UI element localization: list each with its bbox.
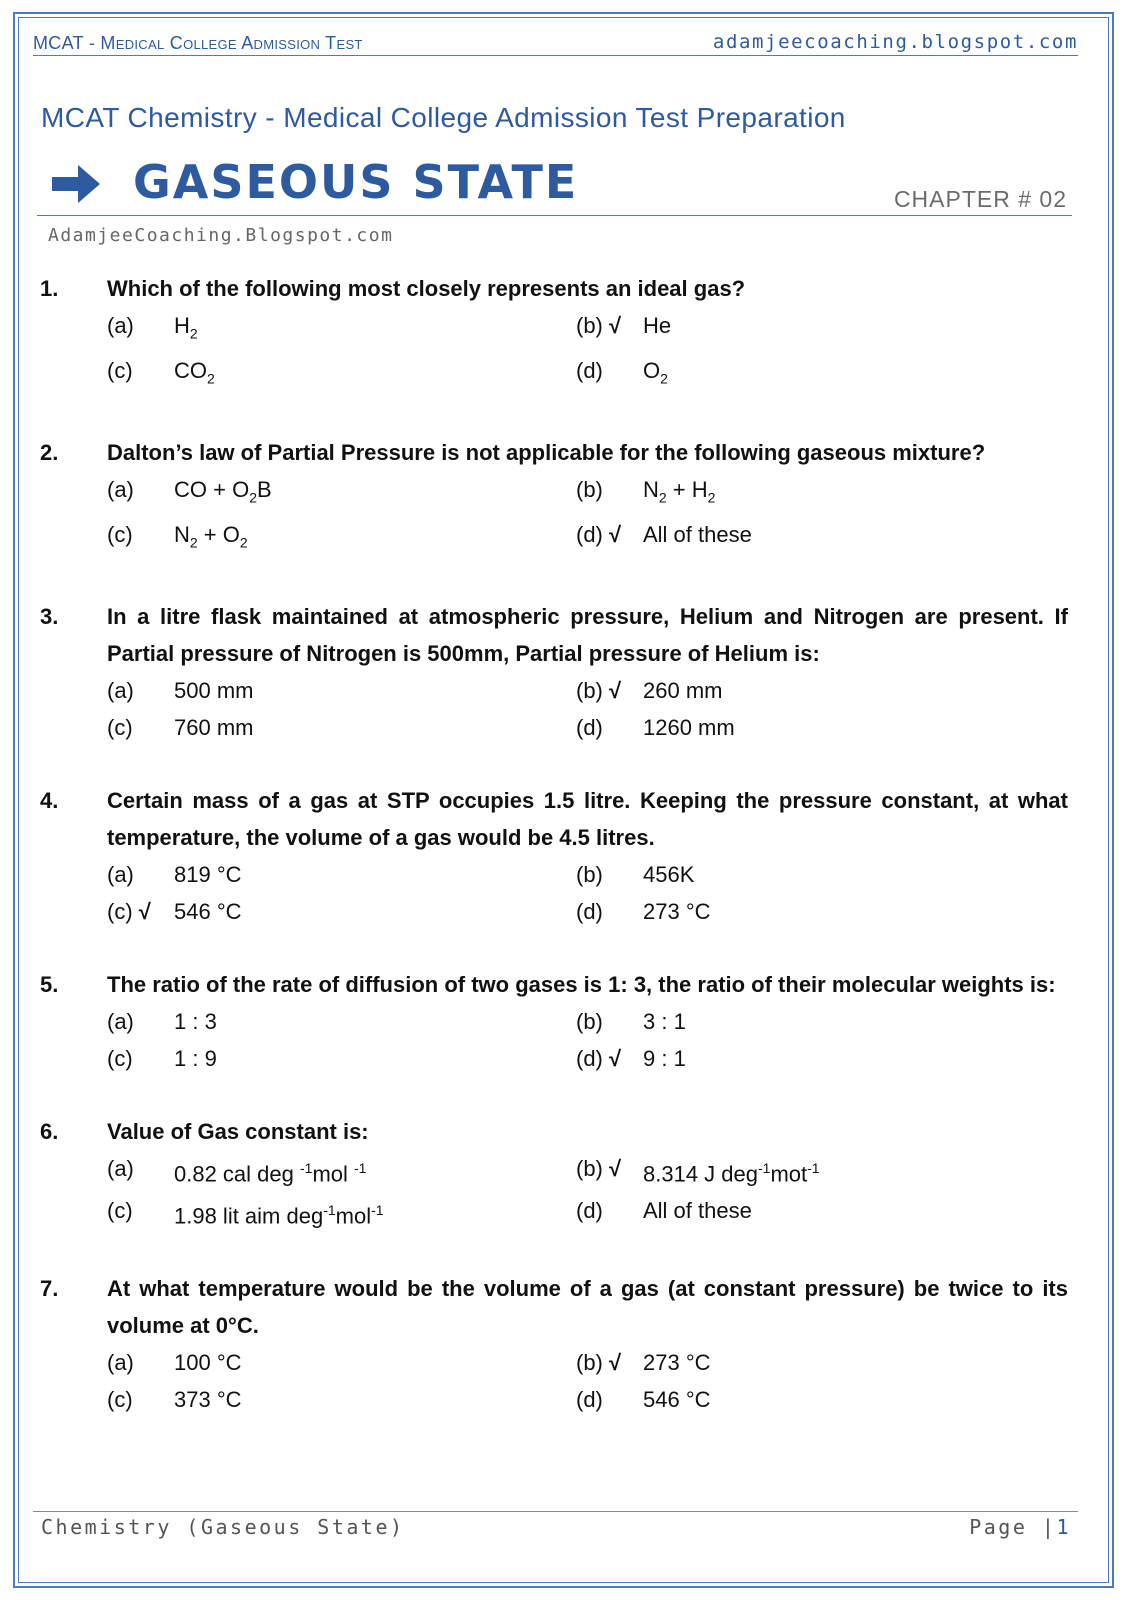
correct-answer-check-icon: √ [609,1045,622,1071]
options-grid [107,856,1068,930]
option-item [576,1003,1045,1040]
option-item [576,471,1045,516]
option-label-wrap [107,893,174,930]
option-label-wrap [107,672,174,709]
option-label-wrap [107,1192,174,1234]
chapter-title: GASEOUS STATE [133,155,579,209]
option-label: (b) [576,476,603,502]
option-item [107,709,576,746]
option-label-wrap [576,1040,643,1077]
option-text [643,516,752,561]
option-label: (a) [107,476,134,502]
question-number: 7. [40,1276,59,1302]
option-text-after: + H [666,476,708,502]
options-grid [107,1150,1068,1235]
option-text [174,1344,242,1381]
option-label: (c) [107,714,133,740]
question-item [40,782,1068,930]
option-text-sup: -1 [323,1201,336,1218]
option-text-text: 1.98 lit aim deg [174,1203,324,1229]
option-text-text: 273 °C [643,898,711,924]
option-text [174,516,248,561]
option-text [174,672,253,709]
option-label: (d) [576,522,603,548]
option-text-text: 1 : 3 [174,1008,217,1034]
option-item [107,856,576,893]
option-text-sub: 2 [189,325,198,342]
option-item [576,1344,1045,1381]
footer-page-number: 1 [1056,1515,1071,1539]
option-text [174,709,253,746]
option-label-wrap [107,709,174,746]
option-text [643,471,715,516]
option-label-wrap [107,307,174,352]
option-text-text: All of these [643,522,752,548]
option-label: (c) [107,522,133,548]
option-text-text: 546 °C [174,898,242,924]
question-number: 1. [40,276,59,301]
question-item [40,966,1068,1077]
option-text [174,307,198,352]
footer-divider [33,1511,1078,1512]
chapter-number: CHAPTER # 02 [893,186,1067,212]
correct-answer-check-icon: √ [609,677,622,703]
option-text-text: CO + O [174,476,250,502]
option-text-text: 3 : 1 [643,1008,686,1034]
correct-answer-check-icon: √ [609,522,622,548]
options-grid [107,471,1068,562]
option-text [643,1150,820,1192]
option-text [643,1381,711,1418]
option-text-text: 546 °C [643,1387,711,1413]
option-text [174,893,242,930]
question-text: The ratio of the rate of diffusion of two gases is 1: 3, the ratio of their molecular weights is: [107,971,1056,997]
option-item [576,352,1045,397]
option-text-text: 273 °C [643,1350,711,1376]
option-label-wrap [107,471,174,516]
option-text [643,352,668,397]
main-title: MCAT Chemistry - Medical College Admission Test Preparation [41,102,846,133]
correct-answer-check-icon: √ [609,1350,622,1376]
option-text-text: 1 : 9 [174,1045,217,1071]
options-grid [107,1344,1068,1418]
option-label: (d) [576,898,603,924]
option-label: (b) [576,1008,603,1034]
question-text: In a litre flask maintained at atmospheric pressure, Helium and Nitrogen are present. If Partial pressure of Nitrogen is 500mm, Partial pressure of Helium is: [107,603,1068,666]
option-text-sup2: -1 [371,1201,384,1218]
option-item [576,856,1045,893]
option-text-sup2: -1 [354,1159,367,1176]
option-label: (c) [107,1197,133,1223]
option-label: (c) [107,1387,133,1413]
option-text-sup2: -1 [807,1159,820,1176]
option-label: (d) [576,358,603,384]
question-item [40,1113,1068,1235]
question-number: 4. [40,787,59,813]
option-item [107,1344,576,1381]
option-label: (b) [576,861,603,887]
question-header [40,598,1068,672]
option-text-text: O [643,358,661,384]
option-text-after: + O [197,522,240,548]
question-header [40,1270,1068,1344]
option-label: (d) [576,714,603,740]
option-text-text: 260 mm [643,677,723,703]
option-item [576,1192,1045,1234]
option-label: (d) [576,1197,603,1223]
question-text: Certain mass of a gas at STP occupies 1.5 litre. Keeping the pressure constant, at what temperature, the volume of a gas would be 4.5 litres. [107,787,1068,850]
option-item [576,1150,1045,1192]
site-name: AdamjeeCoaching.Blogspot.com [48,225,394,246]
option-text [174,1003,217,1040]
option-label: (a) [107,1155,134,1181]
option-label-wrap [107,1150,174,1192]
option-text-text: CO [174,358,207,384]
question-text: Which of the following most closely represents an ideal gas? [107,276,746,301]
option-label-wrap [576,307,643,352]
option-text-after: mol [312,1160,354,1186]
option-text [643,856,694,893]
option-label: (d) [576,1387,603,1413]
option-text [174,856,242,893]
footer-subject: Chemistry (Gaseous State) [41,1515,405,1539]
options-grid [107,1003,1068,1077]
right-arrow-icon [52,163,102,205]
option-label-wrap [576,1381,643,1418]
option-text [643,1192,752,1234]
question-header [40,966,1068,1003]
header-left: MCAT - Medical College Admission Test [33,33,363,53]
option-text-text: N [174,522,190,548]
option-text-text: He [643,313,672,338]
option-text [174,352,215,397]
option-text-sub: 2 [189,534,198,551]
option-text-text: All of these [643,1197,752,1223]
option-item [576,516,1045,561]
question-header [40,782,1068,856]
question-number: 6. [40,1118,59,1144]
option-item [107,672,576,709]
question-header [40,1113,1068,1150]
option-label: (c) [107,898,133,924]
option-text [643,1344,711,1381]
question-list [40,270,1068,1454]
correct-answer-check-icon: √ [138,898,151,924]
option-item [107,471,576,516]
option-label-wrap [107,1040,174,1077]
option-text [643,307,671,352]
option-label: (a) [107,861,134,887]
option-text-text: 500 mm [174,677,254,703]
question-text: Dalton’s law of Partial Pressure is not applicable for the following gaseous mixture? [107,439,986,465]
option-item [576,709,1045,746]
option-label: (a) [107,677,134,703]
option-label-wrap [107,1003,174,1040]
option-text-after: mol [335,1203,372,1229]
option-text-text: 100 °C [174,1350,242,1376]
option-text-text: 8.314 J deg [643,1160,758,1186]
option-label-wrap [107,516,174,561]
option-text [643,1040,686,1077]
option-label-wrap [576,516,643,561]
options-grid [107,307,1068,398]
question-item [40,270,1068,398]
option-text-text: 0.82 cal deg [174,1160,300,1186]
correct-answer-check-icon: √ [609,313,622,338]
option-text-sub: 2 [658,489,667,506]
option-label: (b) [576,1350,603,1376]
option-text [174,471,272,516]
question-number: 5. [40,971,59,997]
question-number: 2. [40,439,59,465]
option-label-wrap [576,352,643,397]
option-text-text: 373 °C [174,1387,242,1413]
option-item [107,1040,576,1077]
option-text-text: 9 : 1 [643,1045,686,1071]
option-item [107,1003,576,1040]
question-header [40,434,1068,471]
option-text [643,1003,686,1040]
option-label-wrap [576,1344,643,1381]
option-text [174,1192,384,1234]
correct-answer-check-icon: √ [609,1155,622,1181]
option-text-sub: 2 [660,370,668,387]
option-item [107,1381,576,1418]
option-text [174,1040,217,1077]
option-text-text: 819 °C [174,861,242,887]
option-item [107,1192,576,1234]
option-item [576,893,1045,930]
option-text-after: B [256,476,272,502]
option-label-wrap [576,709,643,746]
option-label-wrap [576,1192,643,1234]
option-text-sub: 2 [249,489,257,506]
question-text: At what temperature would be the volume of a gas (at constant pressure) be twice to its volume at 0°C. [107,1276,1068,1339]
header-right: adamjeecoaching.blogspot.com [712,31,1078,53]
option-text-text: 456K [643,861,695,887]
option-label: (a) [107,1350,134,1376]
header-divider [33,55,1078,56]
option-item [107,352,576,397]
option-item [576,672,1045,709]
option-label-wrap [576,672,643,709]
option-item [107,1150,576,1192]
question-item [40,1270,1068,1418]
option-text-text: 1260 mm [643,714,735,740]
option-text-sup: -1 [757,1159,771,1176]
option-text [643,672,722,709]
option-text-sub2: 2 [707,489,716,506]
option-text-sub2: 2 [239,534,248,551]
option-text-sub: 2 [207,370,215,387]
footer-page [969,1515,1071,1539]
option-text [174,1381,242,1418]
option-item [576,307,1045,352]
question-item [40,434,1068,562]
option-label-wrap [576,893,643,930]
option-label-wrap [107,352,174,397]
option-label: (d) [576,1045,603,1071]
title-divider [37,215,1072,216]
option-text-after: mot [770,1160,808,1186]
option-text [174,1150,366,1192]
option-label-wrap [107,1344,174,1381]
option-label-wrap [576,471,643,516]
question-header [40,270,1068,307]
option-item [107,893,576,930]
option-text-text: 760 mm [174,714,254,740]
option-item [107,516,576,561]
option-item [576,1381,1045,1418]
option-item [576,1040,1045,1077]
option-label: (a) [107,1008,134,1034]
option-label-wrap [107,856,174,893]
footer-page-label: Page | [969,1515,1057,1539]
option-label-wrap [107,1381,174,1418]
question-item [40,598,1068,746]
option-text-text: H [174,313,190,338]
option-label: (b) [576,1155,603,1181]
option-label-wrap [576,1150,643,1192]
option-label: (b) [576,677,603,703]
option-label: (b) [576,313,603,338]
options-grid [107,672,1068,746]
option-label-wrap [576,856,643,893]
question-text: Value of Gas constant is: [107,1118,369,1144]
option-text [643,709,735,746]
option-label: (c) [107,1045,133,1071]
option-item [107,307,576,352]
option-text-text: N [643,476,659,502]
option-label: (c) [107,358,133,384]
question-number: 3. [40,603,59,629]
option-text-sup: -1 [299,1159,313,1176]
option-text [643,893,711,930]
option-label-wrap [576,1003,643,1040]
option-label: (a) [107,313,134,338]
